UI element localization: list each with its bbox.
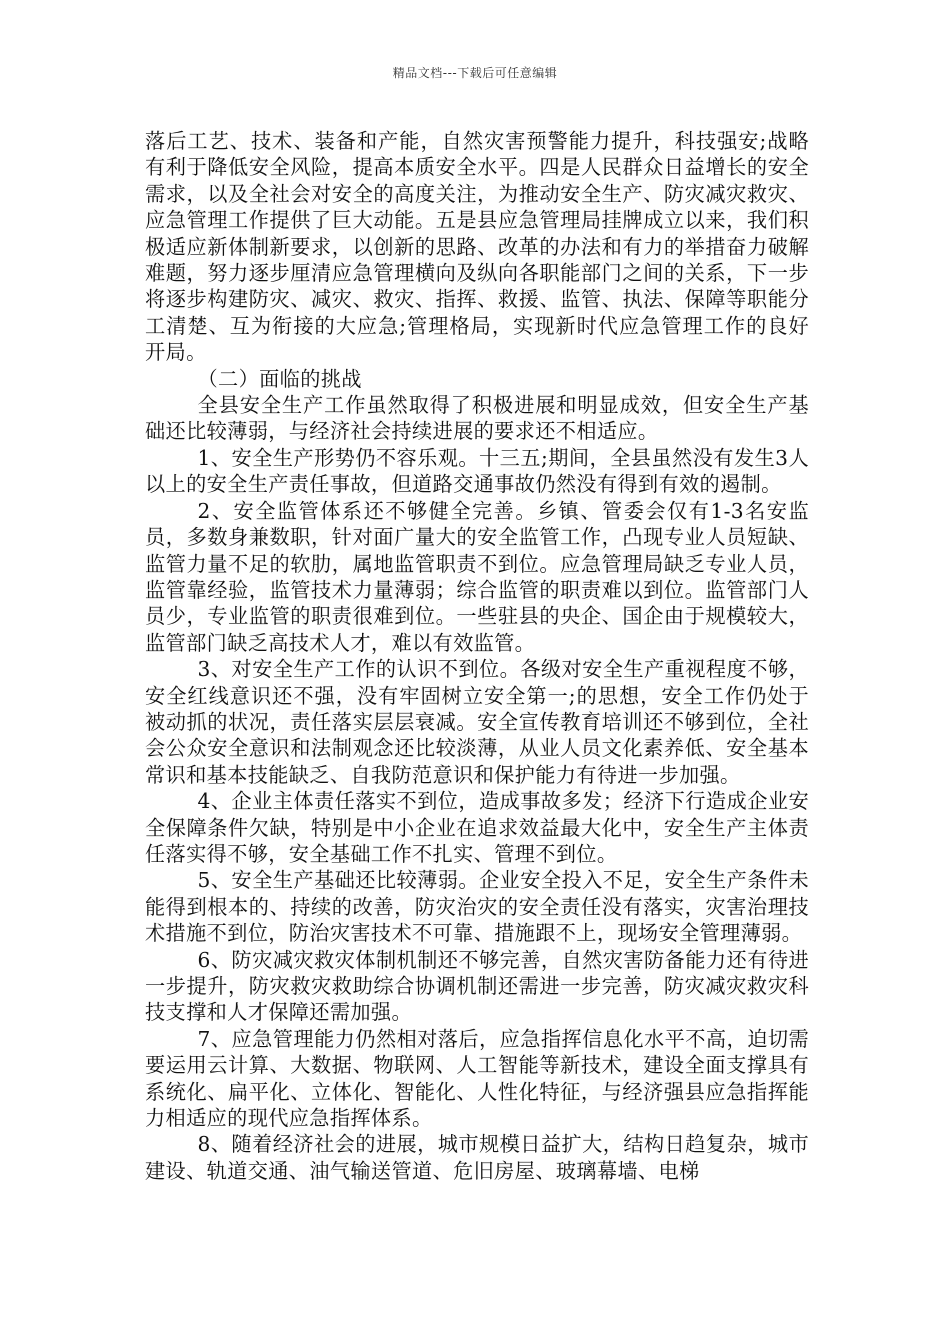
paragraph-item-5: 5、安全生产基础还比较薄弱。企业安全投入不足，安全生产条件未能得到根本的、持续的改善，防灾治灾的安全责任没有落实，灾害治理技术措施不到位，防治灾害技术不可靠、措施跟不上，现场安全管理薄弱。 bbox=[145, 868, 809, 946]
paragraph-item-3: 3、对安全生产工作的认识不到位。各级对安全生产重视程度不够，安全红线意识还不强，没有牢固树立安全第一;的思想，安全工作仍处于被动抓的状况，责任落实层层衰减。安全宣传教育培训还不够到位，全社会公众安全意识和法制观念还比较淡薄，从业人员文化素养低、安全基本常识和基本技能缺乏、自我防范意识和保护能力有待进一步加强。 bbox=[145, 657, 809, 787]
paragraph-item-7: 7、应急管理能力仍然相对落后，应急指挥信息化水平不高，迫切需要运用云计算、大数据、物联网、人工智能等新技术，建设全面支撑具有系统化、扁平化、立体化、智能化、人性化特征，与经济强县应急指挥能力相适应的现代应急指挥体系。 bbox=[145, 1026, 809, 1131]
paragraph-item-8: 8、随着经济社会的进展，城市规模日益扩大，结构日趋复杂，城市建设、轨道交通、油气输送管道、危旧房屋、玻璃幕墙、电梯 bbox=[145, 1132, 809, 1183]
paragraph-item-4: 4、企业主体责任落实不到位，造成事故多发；经济下行造成企业安全保障条件欠缺，特别是中小企业在追求效益最大化中，安全生产主体责任落实得不够，安全基础工作不扎实、管理不到位。 bbox=[145, 789, 809, 866]
paragraph-item-6: 6、防灾减灾救灾体制机制还不够完善，自然灾害防备能力还有待进一步提升，防灾救灾救助综合协调机制还需进一步完善，防灾减灾救灾科技支撑和人才保障还需加强。 bbox=[145, 947, 809, 1025]
page-header: 精品文档---下载后可任意编辑 bbox=[392, 66, 558, 80]
paragraph-item-1: 1、安全生产形势仍不容乐观。十三五;期间，全县虽然没有发生3人以上的安全生产责任事故，但道路交通事故仍然没有得到有效的遏制。 bbox=[145, 445, 809, 497]
section-heading: （二）面临的挑战 bbox=[197, 366, 362, 391]
paragraph-continuation: 落后工艺、技术、装备和产能，自然灾害预警能力提升，科技强安;战略有利于降低安全风险，提高本质安全水平。四是人民群众日益增长的安全需求，以及全社会对安全的高度关注，为推动安全生产、防灾减灾救灾、应急管理工作提供了巨大动能。五是县应急管理局挂牌成立以来，我们积极适应新体制新要求，以创新的思路、改革的办法和有力的举措奋力破解难题，努力逐步厘清应急管理横向及纵向各职能部门之间的关系，下一步将逐步构建防灾、减灾、救灾、指挥、救援、监管、执法、保障等职能分工清楚、互为衔接的大应急;管理格局，实现新时代应急管理工作的良好开局。 bbox=[145, 129, 809, 365]
paragraph-item-2: 2、安全监管体系还不够健全完善。乡镇、管委会仅有1-3名安监员，多数身兼数职，针对面广量大的安全监管工作，凸现专业人员短缺、监管力量不足的软肋，属地监管职责不到位。应急管理局缺乏专业人员，监管靠经验，监管技术力量薄弱；综合监管的职责难以到位。监管部门人员少，专业监管的职责很难到位。一些驻县的央企、国企由于规模较大，监管部门缺乏高技术人才，难以有效监管。 bbox=[145, 498, 809, 655]
paragraph-intro: 全县安全生产工作虽然取得了积极进展和明显成效，但安全生产基础还比较薄弱，与经济社会持续进展的要求还不相适应。 bbox=[145, 393, 809, 444]
document-body bbox=[145, 128, 809, 1184]
